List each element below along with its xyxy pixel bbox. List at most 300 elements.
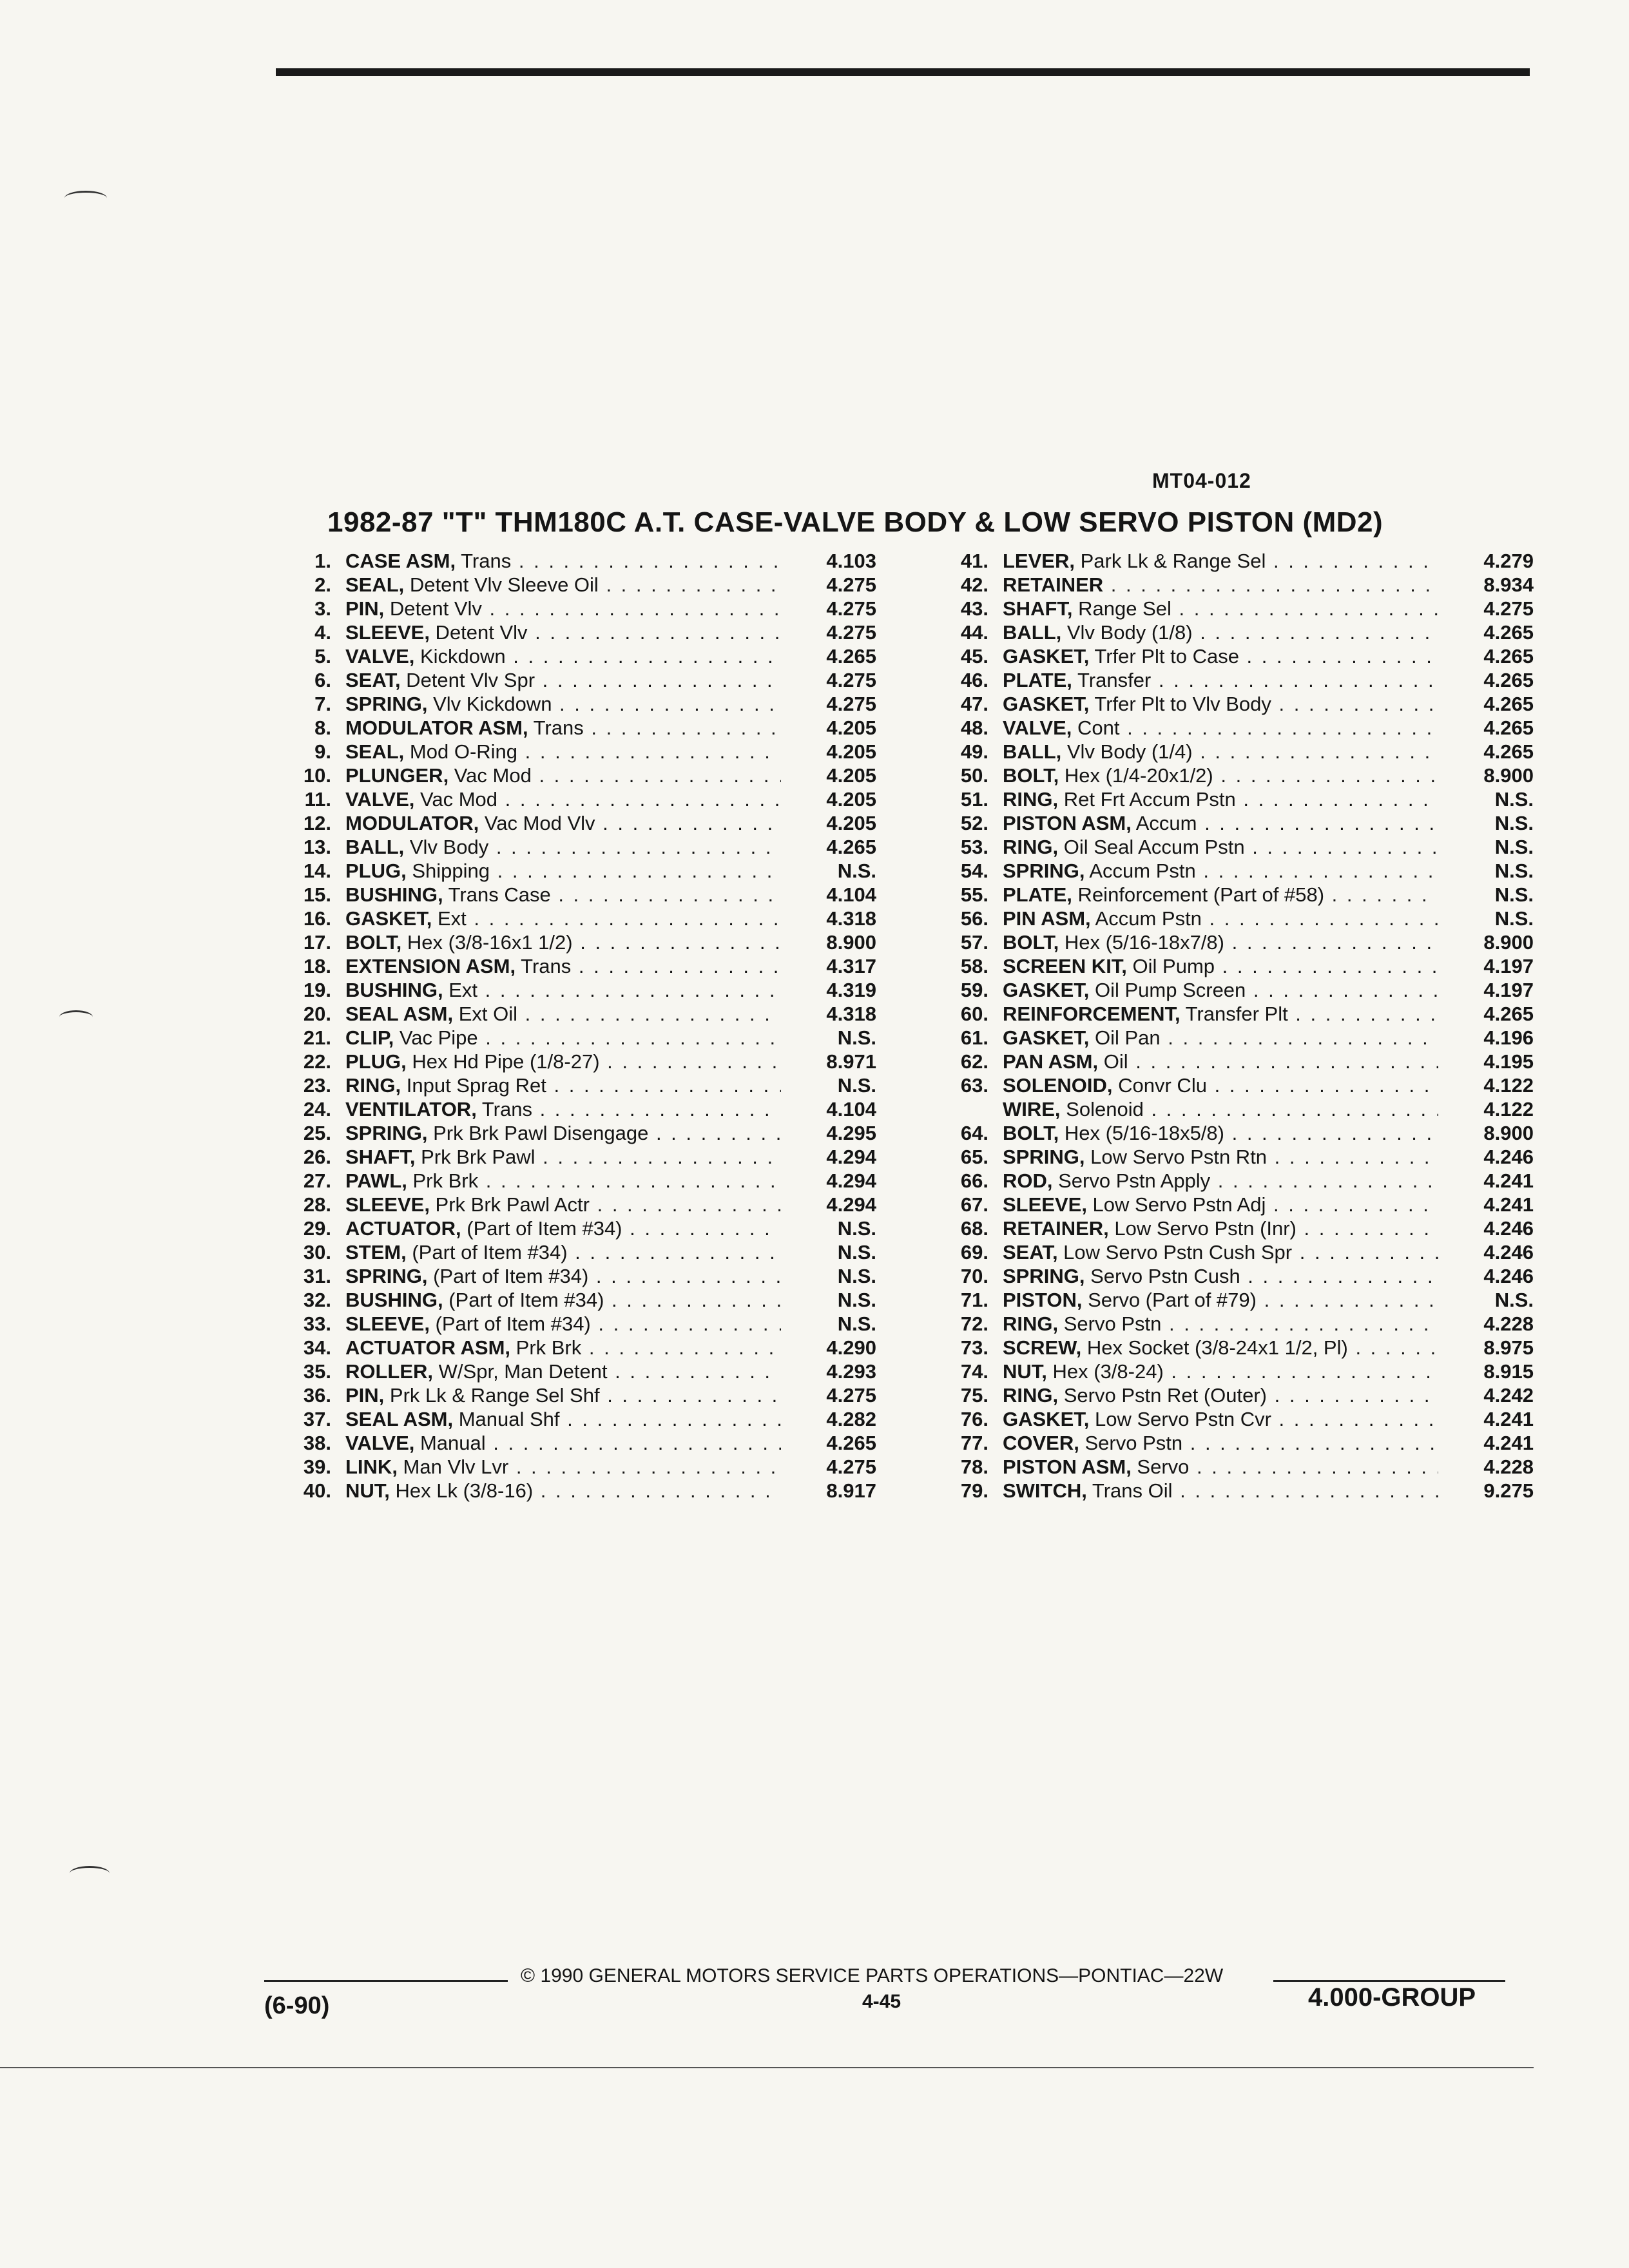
part-name: GASKET, [345,907,432,930]
item-number: 17. [303,931,331,954]
part-name: PIN, [345,1384,385,1407]
item-number: 6. [314,669,331,691]
item-number: 14. [303,860,331,882]
part-name: SPRING, [345,1265,428,1287]
part-name: SEAL, [345,573,405,596]
part-name: SPRING, [1003,1265,1085,1287]
group-code: N.S. [837,1074,876,1097]
part-detail: Manual Shf [453,1408,560,1430]
part-name: PLUG, [345,860,407,882]
group-code: 4.295 [826,1122,876,1144]
part-detail: Prk Brk [407,1169,479,1192]
group-code: 4.275 [826,597,876,620]
part-detail: Hex Hd Pipe (1/8-27) [406,1050,600,1073]
part-description [1003,740,1438,764]
part-name: SLEEVE, [345,621,430,644]
item-number: 70. [960,1265,988,1287]
part-row [921,764,1534,787]
part-name: PIN ASM, [1003,907,1091,930]
group-code: 8.915 [1483,1360,1534,1383]
group-code: 4.265 [1483,621,1534,644]
part-row [921,787,1534,811]
part-detail: Park Lk & Range Sel [1074,550,1266,572]
part-row [921,907,1534,930]
part-row [921,1002,1534,1026]
part-row [921,1312,1534,1336]
group-code: 4.246 [1483,1241,1534,1264]
item-number: 2. [314,573,331,596]
part-row [921,1026,1534,1050]
part-description [1003,907,1438,930]
parts-list-left [264,549,876,1503]
item-number: 68. [960,1217,988,1240]
part-name: EXTENSION ASM, [345,955,516,977]
part-detail: Cont [1072,716,1120,739]
part-row [921,1240,1534,1264]
item-number: 67. [960,1193,988,1216]
part-row [921,1216,1534,1240]
part-row [264,787,876,811]
part-detail: Trans [456,550,512,572]
group-code: N.S. [837,1312,876,1335]
part-description [1003,549,1438,573]
part-name: GASKET, [1003,1026,1090,1049]
part-name: BALL, [1003,740,1062,763]
part-detail: Input Sprag Ret [401,1074,546,1097]
part-detail: Servo Pstn [1058,1312,1162,1335]
part-description [1003,597,1438,620]
group-code: 4.246 [1483,1146,1534,1168]
document-code: MT04-012 [1152,469,1251,492]
group-code: 4.275 [826,621,876,644]
part-name: SPRING, [345,1122,428,1144]
item-number: 39. [303,1456,331,1478]
part-description [1003,811,1438,835]
part-row [264,1383,876,1407]
part-description [1003,1360,1438,1383]
item-number: 19. [303,979,331,1001]
item-number: 38. [303,1432,331,1454]
group-code: 4.246 [1483,1265,1534,1287]
item-number: 63. [960,1074,988,1097]
group-code: 4.317 [826,955,876,977]
part-detail: Detent Vlv Spr [400,669,535,691]
part-row [921,549,1534,573]
part-row [264,1097,876,1121]
part-row [264,1240,876,1264]
item-number: 8. [314,716,331,739]
item-number: 50. [960,764,988,787]
part-name: BUSHING, [345,979,443,1001]
part-row [921,1431,1534,1455]
part-row [921,597,1534,620]
part-name: MODULATOR, [345,812,479,834]
part-description [345,1407,781,1431]
part-detail: Trans [528,716,584,739]
group-code: 9.275 [1483,1479,1534,1502]
margin-mark [59,1010,93,1024]
part-name: STEM, [345,1241,407,1264]
part-detail: (Part of Item #34) [427,1265,589,1287]
part-row [921,835,1534,859]
part-row [921,668,1534,692]
part-detail: Servo Pstn Ret (Outer) [1058,1384,1268,1407]
item-number: 69. [960,1241,988,1264]
item-number: 79. [960,1479,988,1502]
item-number: 48. [960,716,988,739]
part-row [264,573,876,597]
part-detail: Prk Brk [510,1336,582,1359]
part-name: BOLT, [345,931,402,954]
part-description [1003,1026,1438,1050]
part-description [1003,644,1438,668]
group-code: 4.103 [826,550,876,572]
part-description [345,978,781,1002]
item-number: 1. [314,550,331,572]
part-name: SPRING, [345,693,428,715]
part-row [921,1360,1534,1383]
group-code: 4.294 [826,1169,876,1192]
part-description [345,692,781,716]
part-description [345,764,781,787]
part-detail: Vac Pipe [394,1026,478,1049]
item-number: 72. [960,1312,988,1335]
part-detail: Prk Brk Pawl Actr [429,1193,590,1216]
group-code: 4.318 [826,1003,876,1025]
item-number: 31. [303,1265,331,1287]
group-code: 4.242 [1483,1384,1534,1407]
part-detail: W/Spr, Man Detent [433,1360,608,1383]
parts-list-right [921,549,1534,1503]
part-name: PIN, [345,597,385,620]
part-row [921,811,1534,835]
part-row [264,716,876,740]
group-code: N.S. [837,1241,876,1264]
part-description [345,1145,781,1169]
group-code: 4.275 [826,693,876,715]
group-number: 4.000-GROUP [1308,1983,1476,2012]
part-detail: Low Servo Pstn (Inr) [1108,1217,1296,1240]
margin-mark [70,1866,110,1881]
part-row [264,1121,876,1145]
part-detail: Vac Mod [448,764,532,787]
part-name: BOLT, [1003,764,1059,787]
part-description [345,1455,781,1479]
part-detail: Servo Pstn Cush [1084,1265,1240,1287]
group-code: 4.282 [826,1408,876,1430]
part-name: PLUG, [345,1050,407,1073]
item-number: 60. [960,1003,988,1025]
item-number: 76. [960,1408,988,1430]
group-code: N.S. [1494,883,1534,906]
group-code: 8.971 [826,1050,876,1073]
part-name: CLIP, [345,1026,394,1049]
item-number: 22. [303,1050,331,1073]
group-code: 4.122 [1483,1098,1534,1120]
item-number: 33. [303,1312,331,1335]
part-name: NUT, [1003,1360,1047,1383]
part-detail: Oil Pan [1089,1026,1161,1049]
item-number: 15. [303,883,331,906]
part-detail: Hex Lk (3/8-16) [389,1479,534,1502]
part-detail: Ext [443,979,477,1001]
part-row [264,978,876,1002]
item-number: 5. [314,645,331,668]
part-name: PAWL, [345,1169,407,1192]
part-name: SCREW, [1003,1336,1082,1359]
part-name: SPRING, [1003,1146,1085,1168]
part-name: SLEEVE, [1003,1193,1087,1216]
item-number: 40. [303,1479,331,1502]
part-row [264,1026,876,1050]
part-row [264,1193,876,1216]
part-description [345,644,781,668]
group-code: 8.900 [1483,931,1534,954]
group-code: 8.917 [826,1479,876,1502]
part-description [1003,787,1438,811]
part-name: ACTUATOR, [345,1217,461,1240]
part-detail: Man Vlv Lvr [397,1456,509,1478]
group-code: 4.265 [826,1432,876,1454]
part-description [345,859,781,883]
part-description [1003,620,1438,644]
group-code: 8.900 [1483,1122,1534,1144]
part-detail: Servo Pstn Apply [1052,1169,1211,1192]
item-number: 43. [960,597,988,620]
part-detail: Low Servo Pstn Adj [1086,1193,1266,1216]
item-number: 28. [303,1193,331,1216]
part-description [1003,1312,1438,1336]
part-detail: Transfer Plt [1180,1003,1288,1025]
part-description [1003,1479,1438,1503]
part-name: RING, [345,1074,401,1097]
part-description [345,907,781,930]
part-name: SEAT, [345,669,401,691]
part-description [345,740,781,764]
part-detail: Accum [1131,812,1197,834]
part-row [921,1145,1534,1169]
item-number: 45. [960,645,988,668]
item-number: 65. [960,1146,988,1168]
part-detail: Oil Pump Screen [1089,979,1246,1001]
part-name: RETAINER, [1003,1217,1109,1240]
item-number: 75. [960,1384,988,1407]
part-name: PISTON, [1003,1289,1083,1311]
group-code: 4.205 [826,764,876,787]
group-code: 4.241 [1483,1432,1534,1454]
part-row [921,1073,1534,1097]
part-detail: (Part of Item #34) [429,1312,591,1335]
part-description [345,1288,781,1312]
part-row [264,1169,876,1193]
part-row [264,1264,876,1288]
group-code: 4.265 [1483,669,1534,691]
item-number: 53. [960,836,988,858]
part-name: BOLT, [1003,931,1059,954]
part-description [345,787,781,811]
part-row [921,1288,1534,1312]
part-description [1003,716,1438,740]
revision-date: (6-90) [264,1992,330,2019]
part-description [345,1312,781,1336]
part-name: BALL, [345,836,405,858]
part-name: NUT, [345,1479,390,1502]
item-number: 52. [960,812,988,834]
part-description [1003,859,1438,883]
group-code: 4.104 [826,1098,876,1120]
part-row [921,1264,1534,1288]
part-detail: Servo (Part of #79) [1082,1289,1257,1311]
part-row [264,1360,876,1383]
part-name: ACTUATOR ASM, [345,1336,511,1359]
part-description [345,1050,781,1073]
item-number: 16. [303,907,331,930]
part-name: GASKET, [1003,645,1090,668]
part-row [264,1288,876,1312]
item-number: 42. [960,573,988,596]
part-description [345,1360,781,1383]
item-number: 71. [960,1289,988,1311]
item-number: 49. [960,740,988,763]
part-name: SCREEN KIT, [1003,955,1127,977]
part-detail: Vlv Kickdown [427,693,552,715]
part-description [345,1240,781,1264]
part-name: LINK, [345,1456,398,1478]
item-number: 3. [314,597,331,620]
part-name: SPRING, [1003,860,1085,882]
part-name: GASKET, [1003,1408,1090,1430]
part-row [921,883,1534,907]
part-detail: Low Servo Pstn Rtn [1084,1146,1268,1168]
part-name: RING, [1003,1312,1059,1335]
part-description [1003,1145,1438,1169]
group-code: 4.205 [826,788,876,811]
part-name: SEAL, [345,740,405,763]
part-row [921,740,1534,764]
group-code: 4.241 [1483,1193,1534,1216]
part-row [264,740,876,764]
part-detail: Hex (3/8-24) [1046,1360,1164,1383]
part-row [264,620,876,644]
part-description [1003,1288,1438,1312]
part-detail: Detent Vlv [384,597,482,620]
part-description [345,1383,781,1407]
item-number: 55. [960,883,988,906]
part-row [921,1407,1534,1431]
part-description [1003,1336,1438,1360]
part-description [345,620,781,644]
part-description [345,1431,781,1455]
group-code: N.S. [1494,907,1534,930]
item-number: 78. [960,1456,988,1478]
bottom-rule [0,2067,1534,2068]
part-detail: Prk Brk Pawl Disengage [427,1122,649,1144]
part-detail: Range Sel [1072,597,1171,620]
group-code: 4.275 [826,1456,876,1478]
item-number: 29. [303,1217,331,1240]
part-detail: Convr Clu [1112,1074,1207,1097]
part-detail: Prk Lk & Range Sel Shf [384,1384,600,1407]
part-name: MODULATOR ASM, [345,716,528,739]
part-description [345,1026,781,1050]
item-number: 62. [960,1050,988,1073]
item-number: 66. [960,1169,988,1192]
group-code: 4.265 [1483,716,1534,739]
part-detail: Shipping [406,860,490,882]
group-code: 4.265 [826,645,876,668]
group-code: 4.265 [1483,693,1534,715]
group-code: 8.900 [1483,764,1534,787]
part-name: SLEEVE, [345,1193,430,1216]
part-row [264,930,876,954]
page-title: 1982-87 "T" THM180C A.T. CASE-VALVE BODY & LOW SERVO PISTON (MD2) [327,506,1383,538]
part-row [264,1050,876,1073]
item-number: 58. [960,955,988,977]
part-detail: (Part of Item #34) [443,1289,604,1311]
part-description [345,1121,781,1145]
item-number: 61. [960,1026,988,1049]
item-number: 25. [303,1122,331,1144]
part-description [345,1193,781,1216]
part-row [264,1145,876,1169]
group-code: 4.319 [826,979,876,1001]
part-detail: Ret Frt Accum Pstn [1058,788,1236,811]
group-code: N.S. [837,1026,876,1049]
part-description [1003,1431,1438,1455]
part-row [921,930,1534,954]
part-description [345,716,781,740]
item-number: 56. [960,907,988,930]
part-row [264,692,876,716]
item-number: 4. [314,621,331,644]
part-row [264,1216,876,1240]
part-name: VALVE, [345,1432,415,1454]
item-number: 47. [960,693,988,715]
part-row [921,1383,1534,1407]
group-code: 4.265 [1483,645,1534,668]
part-description [345,1216,781,1240]
part-description [1003,1193,1438,1216]
part-description [1003,1097,1438,1121]
part-name: RING, [1003,836,1059,858]
part-detail: Trans [516,955,572,977]
part-name: PLUNGER, [345,764,449,787]
item-number: 7. [314,693,331,715]
part-row [921,859,1534,883]
group-code: N.S. [837,860,876,882]
item-number: 77. [960,1432,988,1454]
item-number: 12. [303,812,331,834]
part-detail: Kickdown [414,645,506,668]
part-detail: Transfer [1072,669,1152,691]
group-code: 4.275 [1483,597,1534,620]
part-name: SHAFT, [1003,597,1073,620]
part-row [264,644,876,668]
part-detail: Mod O-Ring [404,740,518,763]
group-code: 4.197 [1483,979,1534,1001]
part-detail: Accum Pstn [1084,860,1196,882]
part-row [264,1431,876,1455]
group-code: 4.205 [826,812,876,834]
item-number: 59. [960,979,988,1001]
part-row [264,1336,876,1360]
part-name: BUSHING, [345,883,443,906]
part-row [921,620,1534,644]
part-row [921,1121,1534,1145]
part-description [1003,883,1438,907]
part-description [345,1336,781,1360]
part-name: PISTON ASM, [1003,812,1132,834]
